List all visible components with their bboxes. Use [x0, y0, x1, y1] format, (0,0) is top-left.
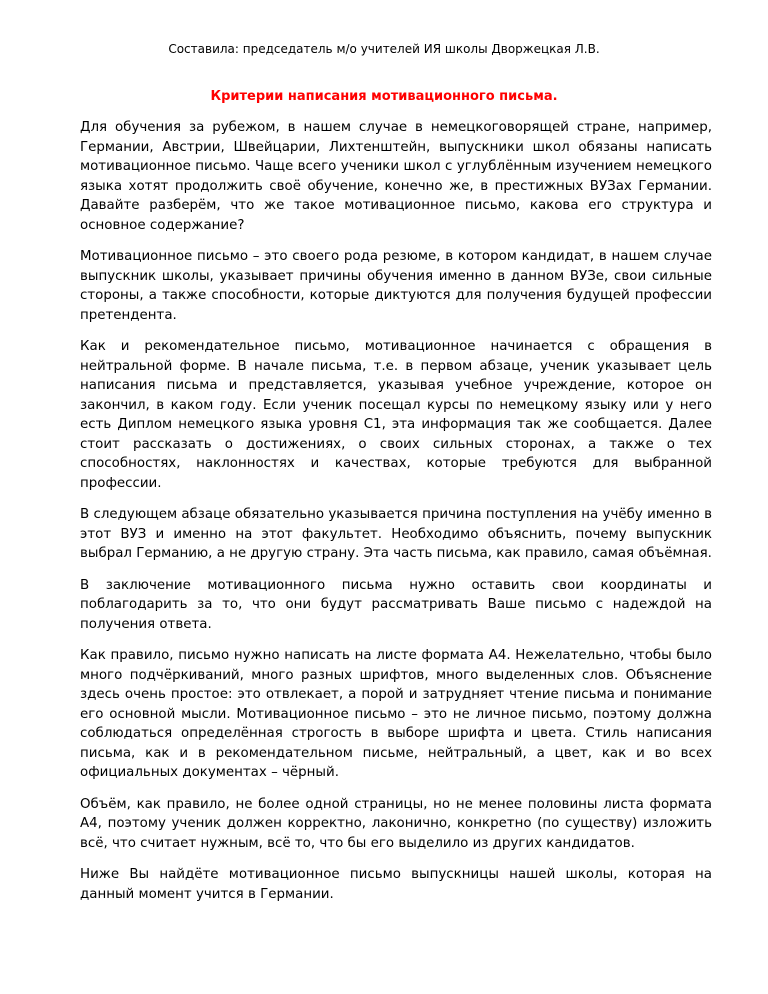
paragraph-reason: В следующем абзаце обязательно указывается причина поступления на учёбу именно в этот ВУЗ и именно на этот факультет. Необходимо объяснить, почему выпускник выбрал Германию, а не другую страну. Эта часть письма, как правило, самая объёмная.: [80, 507, 712, 561]
paragraph-volume: Объём, как правило, не более одной страницы, но не менее половины листа формата А4, поэтому ученик должен корректно, лаконично, конкретно (по существу) изложить всё, что считает нужным, всё то, что бы его выделило из других кандидатов.: [80, 796, 712, 851]
paragraph-intro: Для обучения за рубежом, в нашем случае в немецкоговорящей стране, например, Германии, Австрии, Швейцарии, Лихтенштейн, выпускники школ обязаны написать мотивационное письмо. Чаще всего ученики школ с углублённым изучением немецкого языка хотят продолжить своё обучение, конечно же, в престижных ВУЗах Германии. Давайте разберём, что же такое мотивационное письмо, какова его структура и основное содержание?: [80, 120, 712, 233]
paragraph-example: Ниже Вы найдёте мотивационное письмо выпускницы нашей школы, которая на данный момент учится в Германии.: [80, 867, 712, 902]
document-body: [80, 118, 712, 916]
paragraph-beginning: Как и рекомендательное письмо, мотивационное начинается с обращения в нейтральной форме. В начале письма, т.е. в первом абзаце, ученик указывает цель написания письма и представляется, указывая учебное учреждение, которое он закончил, в каком году. Если ученик посещал курсы по немецкому языку или у него есть Диплом немецкого языка уровня С1, эта информация так же сообщается. Далее стоит рассказать о достижениях, о своих сильных сторонах, а также о тех способностях, наклонностях и качествах, которые требуются для выбранной профессии.: [80, 339, 712, 491]
document-title: Критерии написания мотивационного письма.: [210, 89, 558, 104]
document-header: Составила: председатель м/о учителей ИЯ школы Дворжецкая Л.В.: [168, 42, 600, 56]
paragraph-definition: Мотивационное письмо – это своего рода резюме, в котором кандидат, в нашем случае выпускник школы, указывает причины обучения именно в данном ВУЗе, свои сильные стороны, а также способности, которые диктуются для получения будущей профессии претендента.: [80, 249, 712, 323]
paragraph-conclusion: В заключение мотивационного письма нужно оставить свои координаты и поблагодарить за то, что они будут рассматривать Ваше письмо с надеждой на получения ответа.: [80, 577, 712, 632]
paragraph-format: Как правило, письмо нужно написать на листе формата А4. Нежелательно, чтобы было много подчёркиваний, много разных шрифтов, много выделенных слов. Объяснение здесь очень простое: это отвлекает, а порой и затрудняет чтение письма и понимание его основной мысли. Мотивационное письмо – это не личное письмо, поэтому должна соблюдаться определённая строгость в выборе шрифта и цвета. Стиль написания письма, как и в рекомендательном письме, нейтральный, а цвет, как и во всех официальных документах – чёрный.: [80, 648, 712, 780]
